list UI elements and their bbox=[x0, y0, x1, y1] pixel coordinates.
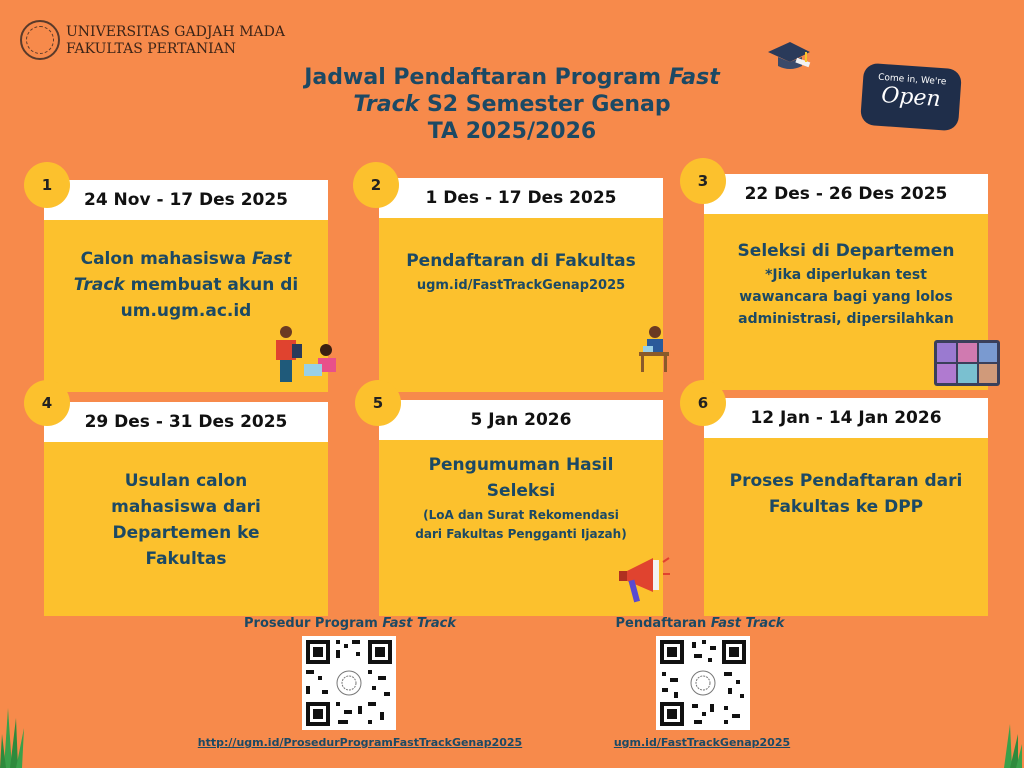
university-seal-icon bbox=[20, 20, 60, 60]
page-title: Jadwal Pendaftaran Program Fast Track S2 Semester Genap TA 2025/2026 bbox=[304, 65, 720, 144]
university-name bbox=[66, 24, 285, 58]
qr-left-link[interactable]: http://ugm.id/ProsedurProgramFastTrackGenap2025 bbox=[197, 736, 523, 749]
graduation-cap-icon bbox=[766, 40, 812, 76]
student-desk-icon bbox=[637, 324, 671, 372]
step-number: 1 bbox=[24, 162, 70, 208]
step-date: 1 Des - 17 Des 2025 bbox=[379, 178, 663, 218]
step-number: 2 bbox=[353, 162, 399, 208]
faculty-label: FAKULTAS PERTANIAN bbox=[66, 41, 237, 57]
step-card-2: 1 Des - 17 Des 2025 2 Pendaftaran di Fakultas ugm.id/FastTrackGenap2025 bbox=[379, 178, 663, 372]
sign-big-text: Open bbox=[880, 82, 942, 113]
sign-small-text: Come in, We're bbox=[877, 72, 947, 88]
step-date: 24 Nov - 17 Des 2025 bbox=[44, 180, 328, 220]
grass-icon bbox=[0, 698, 30, 768]
qr-right-link[interactable]: ugm.id/FastTrackGenap2025 bbox=[613, 736, 791, 749]
step-date: 12 Jan - 14 Jan 2026 bbox=[704, 398, 988, 438]
megaphone-icon bbox=[619, 552, 671, 608]
step-number: 6 bbox=[680, 380, 726, 426]
step-card-5: 5 Jan 2026 5 Pengumuman Hasil Seleksi (LoA dan Surat Rekomendasi dari Fakultas Pengganti Ijazah) bbox=[379, 400, 663, 596]
qr-code-icon[interactable] bbox=[302, 636, 396, 730]
video-call-icon bbox=[934, 340, 1000, 386]
university-label: UNIVERSITAS GADJAH MADA bbox=[66, 24, 285, 40]
step-number: 4 bbox=[24, 380, 70, 426]
step-card-3: 22 Des - 26 Des 2025 3 Seleksi di Departemen *Jika diperlukan test wawancara bagi yang lolos administrasi, dipersilahkan bbox=[704, 174, 988, 370]
step-card-4: 29 Des - 31 Des 2025 4 Usulan calon mahasiswa dari Departemen ke Fakultas bbox=[44, 402, 328, 596]
qr-right-label: Pendaftaran Fast Track bbox=[615, 616, 785, 631]
grass-icon bbox=[1000, 718, 1024, 768]
open-sign-icon bbox=[860, 63, 962, 132]
qr-left-label: Prosedur Program Fast Track bbox=[244, 616, 456, 631]
step-number: 3 bbox=[680, 158, 726, 204]
step-card-1: 24 Nov - 17 Des 2025 1 Calon mahasiswa Fast Track membuat akun di um.ugm.ac.id bbox=[44, 180, 328, 374]
step-number: 5 bbox=[355, 380, 401, 426]
people-discussion-icon bbox=[266, 324, 346, 384]
step-card-6: 12 Jan - 14 Jan 2026 6 Proses Pendaftaran dari Fakultas ke DPP bbox=[704, 398, 988, 596]
step-date: 29 Des - 31 Des 2025 bbox=[44, 402, 328, 442]
step-date: 5 Jan 2026 bbox=[379, 400, 663, 440]
step-date: 22 Des - 26 Des 2025 bbox=[704, 174, 988, 214]
qr-code-icon[interactable] bbox=[656, 636, 750, 730]
